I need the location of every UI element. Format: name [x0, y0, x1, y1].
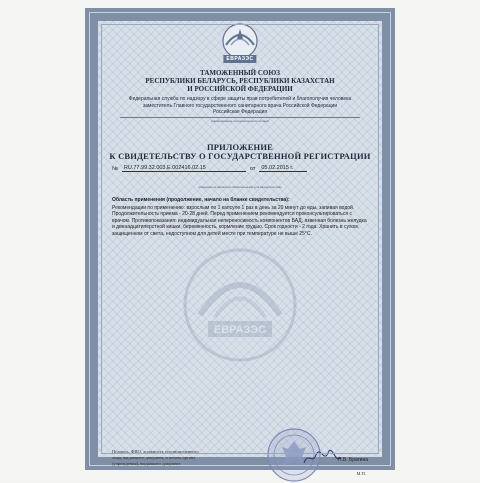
registration-date: 05.02.2015 г. — [259, 165, 307, 172]
appendix-title-line: ПРИЛОЖЕНИЕ — [206, 142, 274, 152]
registration-number-line — [112, 165, 368, 172]
signature-caption-line: лица, выдавшего документ, и печать органа — [112, 455, 196, 460]
scope-text: Рекомендации по применению: взрослым по 1 капсуле 1 раз в день за 20 минут до еды, запивая водой. Продолжительность приема - 20-28 дней. Перед применением рекомендуется проконсультироваться с врачом. Противопоказания: индивидуальная непереносимость компонентов БАД, язвенная болезнь желудка и двенадцатиперстной кишки, беременность, кормление грудью. Срок годности - 2 года. Хранить в сухом, защищенном от света, недоступном для детей месте при температуре не выше 25°С. — [112, 204, 367, 237]
union-line: РЕСПУБЛИКИ БЕЛАРУСЬ, РЕСПУБЛИКИ КАЗАХСТАН — [145, 77, 335, 85]
authority-caption: (наименование уполномоченного органа) — [211, 119, 269, 123]
scope-heading: Область применения (продолжение, начало на бланке свидетельства): — [112, 197, 290, 203]
signature-caption-line: Подпись, ФИО, должность уполномоченного — [112, 449, 199, 454]
registration-number: RU.77.99.32.003.Е.002416.02.15 — [122, 165, 246, 172]
signature-caption — [112, 449, 232, 467]
customs-union-title — [102, 69, 378, 93]
signer-name: Н.В. Брагина — [337, 457, 368, 463]
signature-caption-line: (учреждения), выдавшего документ — [112, 461, 181, 466]
union-line: И РОССИЙСКОЙ ФЕДЕРАЦИИ — [187, 85, 293, 93]
handwritten-signature-icon — [302, 449, 342, 467]
authority-line: Российская Федерация — [212, 109, 268, 115]
authority-line: Федеральная служба по надзору в сфере защиты прав потребителей и благополучия человека — [128, 96, 352, 102]
emblem-caption: ЕВРАЗЭС — [223, 55, 256, 63]
stamp-place-mark: М.П. — [356, 471, 366, 476]
eurasec-watermark-icon — [180, 245, 300, 365]
watermark-text: ЕВРАЗЭС — [213, 324, 267, 336]
authority-underline — [120, 117, 360, 118]
certificate-frame — [85, 8, 395, 476]
scope-section — [112, 197, 370, 238]
number-label: № — [112, 166, 118, 172]
certificate-body — [102, 25, 378, 476]
appendix-caption: (сведения не являются обязательными для свидетельства) — [198, 185, 282, 189]
appendix-title — [102, 143, 378, 161]
authority-line: заместитель Главного государственного санитарного врача Российской Федерации — [142, 102, 338, 109]
issuing-authority — [102, 96, 378, 116]
union-line: ТАМОЖЕННЫЙ СОЮЗ — [200, 69, 280, 77]
date-prefix: от — [249, 166, 256, 172]
appendix-title-line: К СВИДЕТЕЛЬСТВУ О ГОСУДАРСТВЕННОЙ РЕГИСТРАЦИИ — [109, 151, 371, 161]
